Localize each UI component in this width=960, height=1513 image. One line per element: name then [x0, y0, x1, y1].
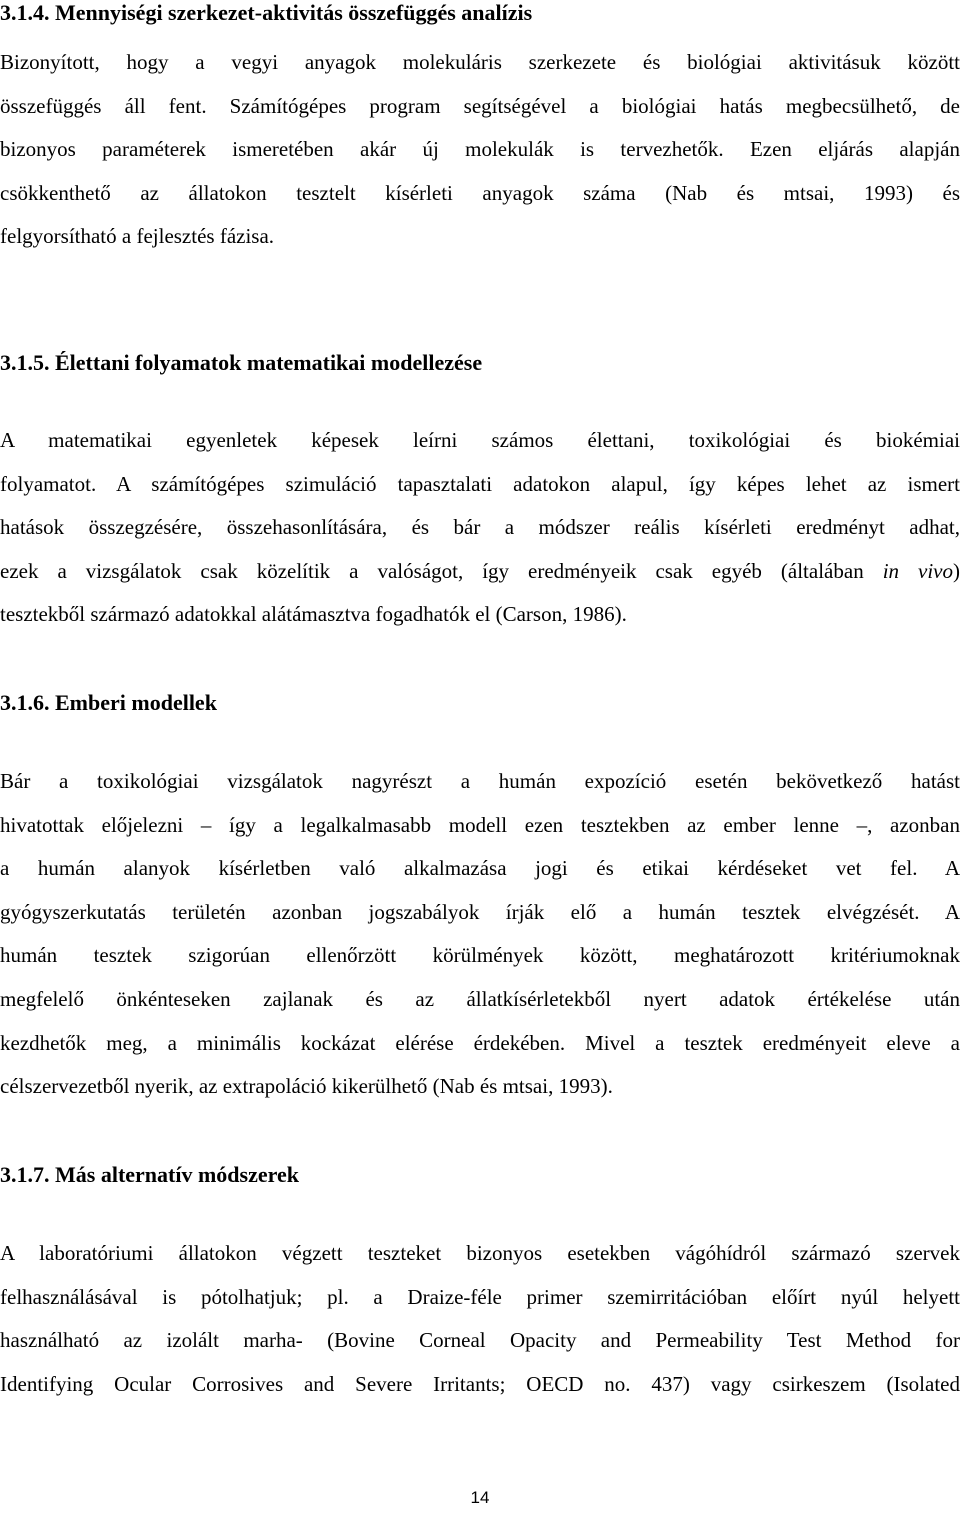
paragraph-line: kezdhetők meg, a minimális kockázat elérése érdekében. Mivel a tesztek eredményeit eleve a: [0, 1030, 960, 1055]
paragraph-line: csökkenthető az állatokon tesztelt kísérleti anyagok száma (Nab és mtsai, 1993) és: [0, 180, 960, 205]
paragraph-line: humán tesztek szigorúan ellenőrzött körülmények között, meghatározott kritériumoknak: [0, 943, 960, 968]
italic-term: in vivo: [882, 558, 953, 583]
paragraph-line: A matematikai egyenletek képesek leírni számos élettani, toxikológiai és biokémiai: [0, 428, 960, 452]
section-heading-3-1-5: 3.1.5. Élettani folyamatok matematikai modellezése: [0, 350, 483, 375]
paragraph-line: Bizonyított, hogy a vegyi anyagok molekuláris szerkezete és biológiai aktivitásuk között: [0, 50, 960, 74]
paragraph-line: hivatottak előjelezni – így a legalkalmasabb modell ezen tesztekben az ember lenne –, azonban: [0, 812, 960, 837]
paragraph-line: tesztekből származó adatokkal alátámasztva fogadhatók el (Carson, 1986).: [0, 602, 627, 627]
paragraph-line: megfelelő önkénteseken zajlanak és az állatkísérletekből nyert adatok értékelése után: [0, 986, 960, 1011]
paragraph-line: bizonyos paraméterek ismeretében akár új molekulák is tervezhetők. Ezen eljárás alapján: [0, 137, 960, 162]
paragraph-line: A laboratóriumi állatokon végzett teszteket bizonyos esetekben vágóhídról származó szervek: [0, 1241, 960, 1265]
paragraph-line: célszervezetből nyerik, az extrapoláció kikerülhető (Nab és mtsai, 1993).: [0, 1074, 613, 1099]
section-paragraph-3-1-5: [0, 419, 960, 637]
paragraph-line: folyamatot. A számítógépes szimuláció tapasztalati adatokon alapul, így képes lehet az ismert: [0, 471, 960, 496]
paragraph-line: Bár a toxikológiai vizsgálatok nagyrészt a humán expozíció esetén bekövetkező hatást: [0, 769, 960, 793]
paragraph-line: felhasználásával is pótolhatjuk; pl. a Draize-féle primer szemirritációban előírt nyúl helyett: [0, 1284, 960, 1309]
section-heading-3-1-6: 3.1.6. Emberi modellek: [0, 690, 217, 715]
paragraph-line: összefüggés áll fent. Számítógépes program segítségével a biológiai hatás megbecsülhető, de: [0, 93, 960, 118]
paragraph-line: Identifying Ocular Corrosives and Severe Irritants; OECD no. 437) vagy csirkeszem (Isolated: [0, 1371, 960, 1396]
section-paragraph-3-1-7: [0, 1232, 960, 1406]
paragraph-line: használható az izolált marha- (Bovine Corneal Opacity and Permeability Test Method for: [0, 1328, 960, 1353]
paragraph-line-with-italic: [0, 550, 960, 594]
italic-line-text: ezek a vizsgálatok csak közelítik a valóságot, így eredményeik csak egyéb (általában in vivo): [0, 558, 960, 583]
paragraph-line: gyógyszerkutatás területén azonban jogszabályok írják elő a humán tesztek elvégzését. A: [0, 899, 960, 924]
paragraph-line: felgyorsítható a fejlesztés fázisa.: [0, 224, 275, 249]
paragraph-line: a humán alanyok kísérletben való alkalmazása jogi és etikai kérdéseket vet fel. A: [0, 856, 960, 881]
paragraph-line: hatások összegzésére, összehasonlítására, és bár a módszer reális kísérleti eredményt adhat,: [0, 515, 960, 540]
section-heading-3-1-4: 3.1.4. Mennyiségi szerkezet-aktivitás összefüggés analízis: [0, 0, 533, 25]
section-paragraph-3-1-6: [0, 760, 960, 1109]
page-number: 14: [470, 1488, 490, 1507]
section-paragraph-3-1-4: [0, 41, 960, 259]
section-heading-3-1-7: 3.1.7. Más alternatív módszerek: [0, 1162, 299, 1187]
